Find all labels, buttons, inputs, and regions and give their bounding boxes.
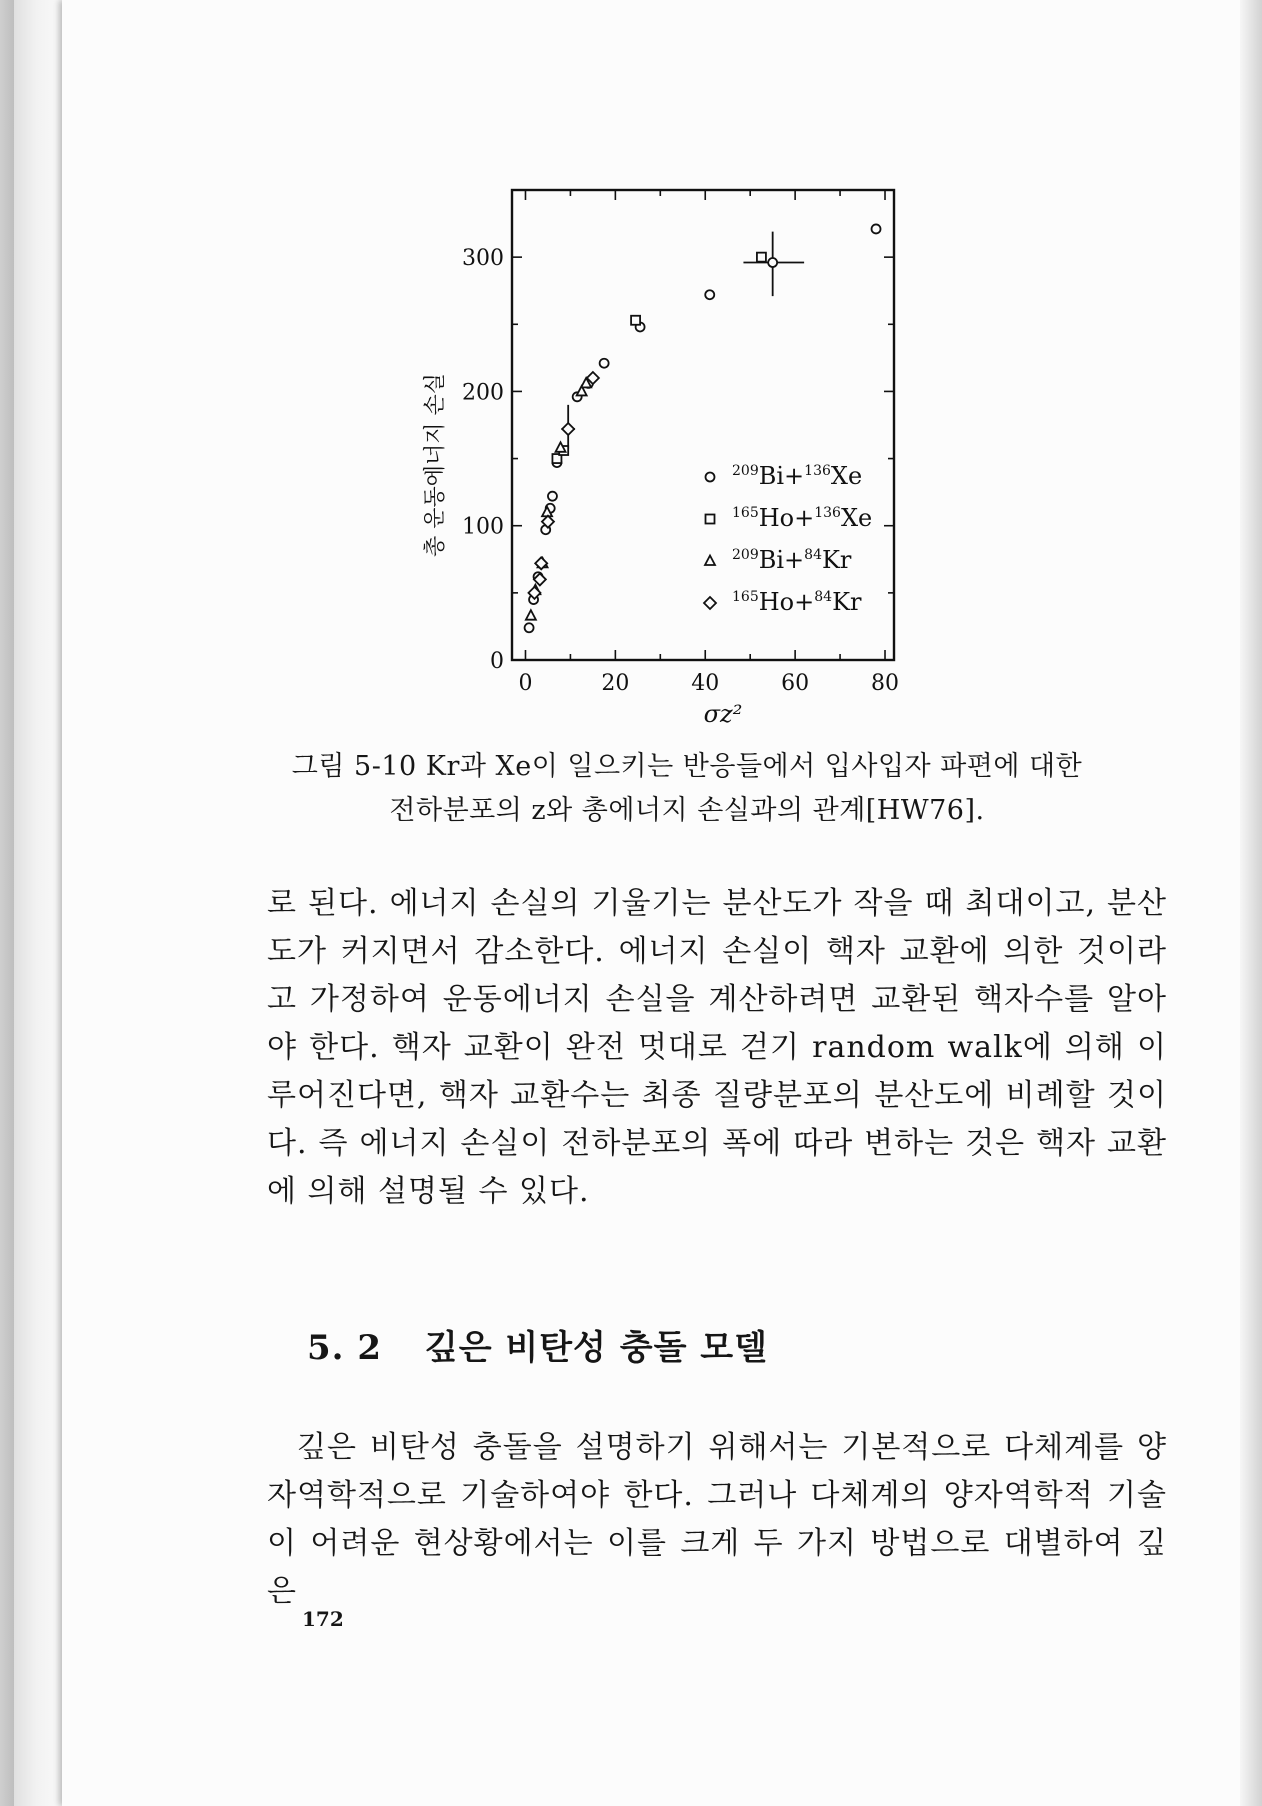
x-tick-label: 0 bbox=[518, 671, 533, 696]
book-page bbox=[62, 0, 1262, 1806]
y-tick-label: 100 bbox=[462, 514, 504, 540]
square-data-point bbox=[757, 253, 766, 262]
figure-caption-line-1: 그림 5-10 Kr과 Xe이 일으키는 반응들에서 입사입자 파편에 대한 bbox=[291, 751, 1083, 782]
legend-entry: $^{209}$Bi+$^{84}$Kr bbox=[732, 546, 852, 574]
paragraph-2: 깊은 비탄성 충돌을 설명하기 위해서는 기본적으로 다체계를 양자역학적으로 기술하여야 한다. 그러나 다체계의 양자역학적 기술이 어려운 현상황에서는 이를 크게 두 가지 방법으로 대별하여 깊은 bbox=[267, 1430, 1167, 1609]
triangle-data-point bbox=[526, 610, 536, 620]
paragraph-1: 로 된다. 에너지 손실의 기울기는 분산도가 작을 때 최대이고, 분산도가 커지면서 감소한다. 에너지 손실이 핵자 교환에 의한 것이라고 가정하여 운동에너지 손실을 계산하려면 교환된 핵자수를 알아야 한다. 핵자 교환이 완전 멋대로 걷기 random walk에 의해 이루어진다면, 핵자 교환수는 최종 질량분포의 분산도에 비례할 것이다. 즉 에너지 손실이 전하분포의 폭에 따라 변하는 것은 핵자 교환에 의해 설명될 수 있다. bbox=[267, 886, 1167, 1209]
book-page-edge bbox=[14, 0, 65, 1806]
circle-data-point bbox=[600, 359, 609, 368]
section-number: 5. 2 bbox=[307, 1328, 382, 1368]
y-tick-label: 0 bbox=[490, 649, 504, 674]
legend-square-marker bbox=[706, 515, 715, 524]
circle-data-point bbox=[768, 258, 777, 267]
circle-data-point bbox=[872, 224, 881, 233]
legend-entry: $^{209}$Bi+$^{136}$Xe bbox=[732, 462, 863, 490]
circle-data-point bbox=[705, 290, 714, 299]
x-tick-label: 80 bbox=[871, 671, 900, 696]
legend-diamond-marker bbox=[704, 597, 716, 609]
diamond-data-point bbox=[562, 423, 574, 435]
scatter-chart bbox=[402, 180, 922, 740]
square-data-point bbox=[631, 316, 640, 325]
legend-entry: $^{165}$Ho+$^{84}$Kr bbox=[732, 588, 862, 616]
x-tick-label: 60 bbox=[781, 671, 810, 696]
circle-data-point bbox=[525, 623, 534, 632]
legend-triangle-marker bbox=[705, 556, 715, 566]
page-number: 172 bbox=[302, 1607, 344, 1631]
y-axis-label: 총 운동에너지 손실 bbox=[423, 372, 448, 558]
y-tick-label: 300 bbox=[462, 246, 504, 272]
triangle-data-point bbox=[556, 442, 566, 452]
figure-caption-line-2: 전하분포의 z와 총에너지 손실과의 관계[HW76]. bbox=[389, 795, 985, 826]
y-tick-label: 200 bbox=[462, 380, 504, 406]
circle-data-point bbox=[548, 492, 557, 501]
legend-circle-marker bbox=[706, 473, 715, 482]
section-heading bbox=[307, 1320, 768, 1369]
x-tick-label: 40 bbox=[691, 671, 720, 696]
x-axis-label: σz² bbox=[703, 700, 743, 728]
x-tick-label: 20 bbox=[601, 671, 630, 696]
legend-entry: $^{165}$Ho+$^{136}$Xe bbox=[732, 504, 873, 532]
section-title: 깊은 비탄성 충돌 모델 bbox=[424, 1328, 768, 1368]
